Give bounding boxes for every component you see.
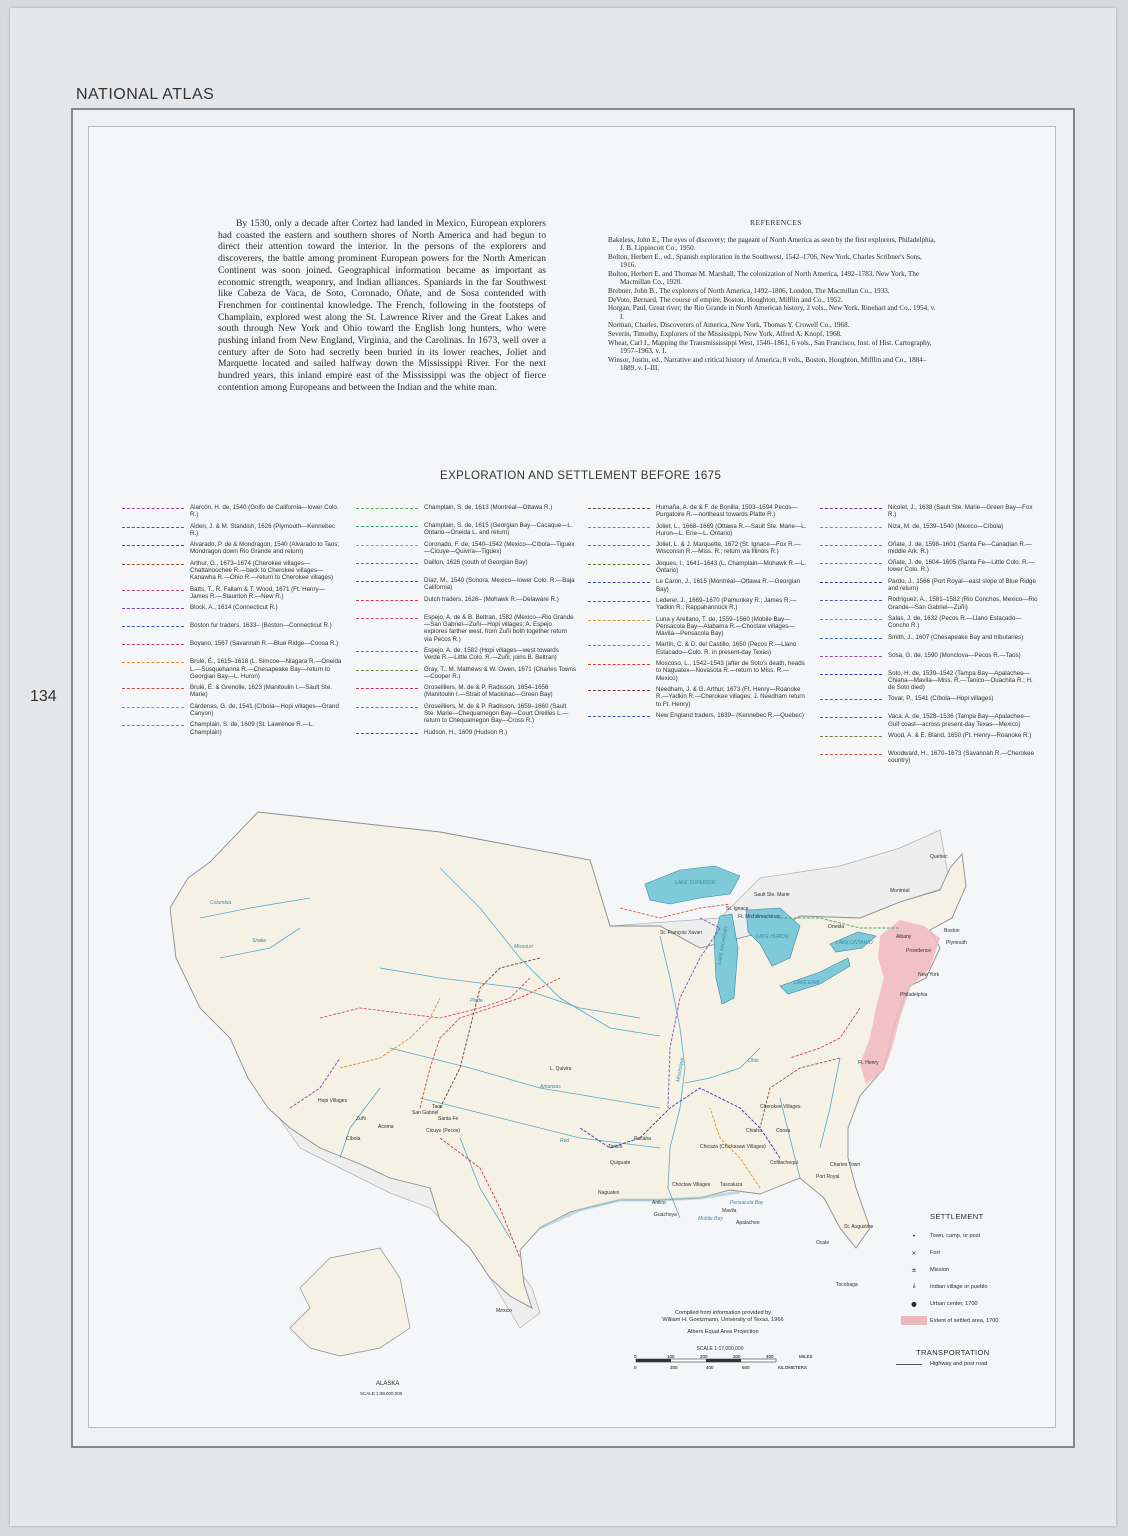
label-oneida: Oneida	[828, 924, 845, 930]
route-legend-item	[820, 732, 1040, 746]
route-line-symbol	[820, 754, 882, 755]
route-line-symbol	[356, 508, 418, 509]
route-legend-item	[122, 586, 342, 601]
route-line-symbol	[356, 651, 418, 652]
label-lake-superior: LAKE SUPERIOR	[675, 880, 716, 886]
route-line-symbol	[356, 545, 418, 546]
road-line-symbol	[896, 1364, 922, 1365]
label-lake-ontario: LAKE ONTARIO	[836, 940, 873, 946]
route-line-symbol	[356, 526, 418, 527]
route-legend-item	[122, 560, 342, 582]
route-legend-item	[122, 721, 342, 736]
route-line-symbol	[356, 733, 418, 734]
route-legend-label: Alvarado, P. de & Mondragon, 1540 (Alvarado to Taos; Mondragon down Rio Grande and return)	[190, 541, 340, 556]
route-line-symbol	[588, 601, 650, 602]
label-tanico: Tanico	[608, 1144, 623, 1150]
route-line-symbol	[588, 582, 650, 583]
reference-item: DeVoto, Bernard, The course of empire, Boston, Houghton, Mifflin and Co., 1952.	[608, 295, 843, 304]
route-legend-item	[820, 596, 1040, 611]
route-legend-item	[588, 686, 808, 708]
route-legend-item	[122, 622, 342, 636]
credits-line-2: William H. Goetzmann, University of Texas, 1966	[662, 1316, 784, 1323]
route-legend-column-2	[356, 504, 576, 747]
label-cofitachequi: Cofitachequi	[770, 1160, 798, 1166]
route-legend-item	[820, 750, 1040, 765]
route-legend-label: Smith, J., 1607 (Chesapeake Bay and tributaries)	[888, 633, 1024, 641]
settlement-legend-label: Urban center, 1700	[930, 1300, 978, 1307]
label-apalachee: Apalachee	[736, 1220, 760, 1226]
route-line-symbol	[356, 581, 418, 582]
route-legend-label: Espejo, A. de & B. Beltran, 1582 (Mexico—Rio Grande—San Gabriel—Zuñi—Hopi villages; A. Espejo explores farther west, from Zuñi both together return via Pecos R.)	[424, 613, 574, 643]
route-legend-column-1	[122, 504, 342, 740]
route-legend-item	[356, 666, 576, 681]
route-legend-item	[820, 713, 1040, 728]
scale-miles-tick: 100	[667, 1354, 675, 1359]
map-title: EXPLORATION AND SETTLEMENT BEFORE 1675	[440, 470, 722, 482]
route-legend-label: Dutch traders, 1626– (Mohawk R.—Delaware R.)	[424, 595, 559, 603]
route-legend-label: Block, A., 1614 (Connecticut R.)	[190, 604, 278, 612]
route-legend-item	[820, 559, 1040, 574]
route-legend-label: Brulé, É. & Grenolle, 1623 (Manitoulin I.—Sault Ste. Marie)	[190, 684, 333, 699]
label-st-augustine: St. Augustine	[844, 1224, 874, 1230]
label-st-francois-xavier: St. François Xavier	[660, 930, 703, 936]
route-legend-label: Champlain, S. de, 1609 (St. Lawrence R.—L. Champlain)	[190, 721, 314, 736]
label-pensacola-bay: Pensacola Bay	[730, 1200, 764, 1206]
label-philadelphia: Philadelphia	[900, 992, 928, 998]
transportation-legend	[896, 1348, 990, 1367]
scale-km-tick: 600	[742, 1365, 750, 1370]
label-missouri-river: Missouri	[514, 944, 533, 950]
label-lake-michigan: LAKE MICHIGAN	[716, 925, 730, 966]
settlement-legend-item	[898, 1312, 1048, 1329]
scale-bar	[630, 1346, 813, 1379]
route-line-symbol	[820, 656, 882, 657]
reference-item: Brebner, John B., The explorers of North America, 1492–1806, London, The Macmillan Co., 1933.	[608, 286, 890, 295]
route-legend-label: Sosa, G. de, 1590 (Monclova—Pecos R.—Taos)	[888, 651, 1021, 659]
route-line-symbol	[122, 644, 184, 645]
settlement-symbol-icon: •	[912, 1231, 916, 1240]
label-hopi-villages: Hopi Villages	[318, 1098, 348, 1104]
route-legend-item	[122, 640, 342, 654]
route-legend-item	[122, 504, 342, 519]
route-line-symbol	[122, 545, 184, 546]
route-legend-item	[820, 578, 1040, 593]
route-legend-label: New England traders, 1639– (Kennebec R.—Quebec)	[656, 711, 804, 719]
label-ohio-river: Ohio	[748, 1058, 759, 1064]
label-ft-michilimackinac: Ft. Michilimackinac	[738, 914, 781, 920]
route-legend-item	[588, 504, 808, 519]
scale-miles-tick: 300	[733, 1354, 741, 1359]
label-mississippi-river: Mississippi	[675, 1057, 686, 1083]
route-line-symbol	[122, 725, 184, 726]
route-line-symbol	[122, 527, 184, 528]
route-legend-label: Cárdenas, G. de, 1541 (Cíbola—Hopi villages—Grand Canyon)	[190, 702, 339, 718]
route-line-symbol	[820, 736, 882, 737]
route-line-symbol	[122, 590, 184, 591]
route-legend-column-4	[820, 504, 1040, 769]
reference-item: Winsor, Justin, ed., Narrative and critical history of America, 8 vols., Boston, Houghton, Mifflin and Co., 1884–1889, v. I–III.	[608, 355, 927, 372]
route-legend-item	[356, 647, 576, 662]
route-legend-label: Batts, T., R. Fallam & T. Wood, 1671 (Ft. Henry—James R.—Staunton R.—New R.)	[190, 585, 325, 600]
label-sault-ste-marie: Sault Ste. Marie	[754, 892, 790, 898]
references-title: REFERENCES	[750, 218, 803, 227]
scale-ratio: SCALE 1:17,000,000	[696, 1346, 744, 1352]
route-line-symbol	[588, 645, 650, 646]
route-legend-item	[820, 615, 1040, 630]
route-legend-item	[356, 541, 576, 556]
route-line-symbol	[588, 564, 650, 565]
settlement-legend-title: SETTLEMENT	[930, 1212, 984, 1221]
route-legend-item	[122, 523, 342, 538]
route-legend-label: Le Caron, J., 1615 (Montréal—Ottawa R.—Georgian Bay)	[656, 578, 801, 593]
label-lake-erie: LAKE ERIE	[794, 980, 820, 986]
reference-item: Bakeless, John E., The eyes of discovery; the pageant of North America as seen by the first explorers, Philadelphia, J. B. Lippincott Co., 1950.	[608, 236, 936, 253]
route-line-symbol	[588, 508, 650, 509]
label-ocale: Ocale	[816, 1240, 830, 1246]
label-coosa: Coosa	[776, 1128, 791, 1134]
route-line-symbol	[820, 699, 882, 700]
route-legend-item	[588, 523, 808, 538]
route-legend-column-3	[588, 504, 808, 730]
route-line-symbol	[356, 688, 418, 689]
route-legend-item	[588, 641, 808, 656]
label-mavila: Mavila	[722, 1208, 737, 1214]
route-legend-item	[122, 703, 342, 718]
label-charles-town: Charles Town	[830, 1162, 861, 1168]
transportation-legend-title: TRANSPORTATION	[916, 1348, 990, 1357]
label-albany: Albany	[896, 934, 912, 940]
route-legend-label: Hudson, H., 1609 (Hudson R.)	[424, 728, 508, 736]
references-list	[608, 236, 938, 373]
settlement-symbol-icon: ±	[911, 1265, 917, 1274]
scale-miles-tick: 400	[766, 1354, 774, 1359]
route-legend-label: Coronado, F. de, 1540–1542 (Mexico—Cíbola—Tiguex—Cicuye—Quivira—Tiguex)	[424, 540, 575, 555]
label-cicuye: Cicuye (Pecos)	[426, 1128, 460, 1134]
route-line-symbol	[356, 670, 418, 671]
route-legend-label: Gray, T., M. Mathews & W. Owen, 1671 (Charles Towns—Cooper R.)	[424, 665, 576, 680]
route-legend-label: Moscoso, L., 1542–1543 (after de Soto's death, heads to Naguatex—Novasota R.—return to Miss. R.—Mexico)	[656, 660, 805, 682]
label-zuni: Zuñi	[356, 1116, 366, 1122]
route-legend-label: Needham, J. & G. Arthur, 1673 (Ft. Henry—Roanoke R.—Yadkin R.—Cherokee villages; J. Needham return to Ft. Henry)	[656, 685, 805, 708]
route-legend-label: Nicolet, J., 1638 (Sault Ste. Marie—Green Bay—Fox R.)	[888, 504, 1033, 519]
route-legend-label: Soto, H. de, 1539–1542 (Tampa Bay—Apalachee—Chiaha—Mavila—Miss. R.—Tanico—Ouachita R.; H. de Soto died)	[888, 669, 1033, 692]
label-st-ignace: St. Ignace	[726, 906, 749, 912]
settlement-legend-label: Mission	[930, 1266, 949, 1273]
route-legend-item	[820, 541, 1040, 556]
route-line-symbol	[122, 508, 184, 509]
route-line-symbol	[122, 608, 184, 609]
route-line-symbol	[820, 717, 882, 718]
label-chicaza: Chicaza (Chickasaw Villages)	[700, 1144, 766, 1150]
label-pacaha: Pacaha	[634, 1136, 651, 1142]
route-line-symbol	[356, 563, 418, 564]
scale-miles-tick: 0	[634, 1354, 637, 1359]
route-line-symbol	[588, 545, 650, 546]
settlement-legend-label: Fort	[930, 1249, 940, 1256]
route-legend-item	[356, 703, 576, 725]
route-line-symbol	[820, 600, 882, 601]
reference-item: Norman, Charles, Discoverers of America, New York, Thomas Y. Crowell Co., 1968.	[608, 321, 850, 330]
settlement-legend-item	[898, 1261, 1048, 1278]
route-legend-label: Groseilliers, M. de & P. Radisson, 1659–1660 (Sault Ste. Marie—Chequamegon Bay—Court Oreilles L.—return to Chequamegon Bay—Cross R.)	[424, 702, 569, 725]
reference-item: Horgan, Paul, Great river; the Rio Grande in North American history, 2 vols., New York, Rinehart and Co., 1954, v. I.	[608, 304, 936, 321]
settlement-legend-item	[898, 1295, 1048, 1312]
route-legend-item	[588, 560, 808, 575]
route-legend-item	[820, 652, 1040, 666]
label-san-gabriel: San Gabriel	[412, 1110, 439, 1116]
route-line-symbol	[588, 690, 650, 691]
route-line-symbol	[820, 545, 882, 546]
projection-note: Albers Equal Area Projection	[687, 1329, 759, 1336]
route-legend-item	[356, 596, 576, 610]
route-line-symbol	[588, 664, 650, 665]
reference-item: Wheat, Carl I., Mapping the Transmississippi West, 1540–1861, 6 vols., San Francisco, Inst. of Hist. Cartography, 1957–1963, v. I.	[608, 338, 932, 355]
label-ft-henry: Ft. Henry	[858, 1060, 879, 1066]
route-line-symbol	[122, 707, 184, 708]
label-guachoya: Guachoya	[654, 1212, 677, 1218]
alaska-landmass	[290, 1248, 410, 1356]
route-legend-label: Salas, J. de, 1632 (Pecos R.—Llano Estacado—Concho R.)	[888, 614, 1022, 630]
settlement-legend-item	[898, 1278, 1048, 1295]
label-chiaha: Chiaha	[746, 1128, 762, 1134]
label-tocobaga: Tocobaga	[836, 1282, 858, 1288]
route-legend-label: Joliet, L., 1668–1669 (Ottawa R.—Sault Ste. Marie—L. Huron—L. Erie—L. Ontario)	[656, 522, 807, 537]
reference-item: Severin, Timothy, Explorers of the Mississippi, New York, Alfred A. Knopf, 1968.	[608, 330, 842, 338]
route-legend-item	[820, 523, 1040, 537]
route-legend-label: Lederer, J., 1669–1670 (Pamunkey R.; James R.—Yadkin R.; Rappahannock R.)	[656, 596, 797, 612]
route-legend-label: Martín, C. & D. del Castillo, 1650 (Pecos R.—Llano Estacado—Colo. R. in present-day Texas)	[656, 641, 797, 656]
route-legend-label: Boston fur traders, 1633– (Boston—Connecticut R.)	[190, 622, 332, 630]
route-legend-label: Pardo, J., 1566 (Port Royal—east slope of Blue Ridge and return)	[888, 577, 1036, 593]
route-line-symbol	[122, 564, 184, 565]
transportation-legend-item	[896, 1361, 990, 1367]
scale-km-tick: 400	[706, 1365, 714, 1370]
route-line-symbol	[820, 527, 882, 528]
route-legend-item	[356, 577, 576, 592]
route-legend-label: Díaz, M., 1540 (Sonora, Mexico—lower Colo. R.—Baja California)	[424, 577, 575, 592]
transportation-legend-label: Highway and post road	[930, 1361, 988, 1367]
route-line-symbol	[820, 563, 882, 564]
label-quiguate: Quiguate	[610, 1160, 631, 1166]
scale-bar-graphic	[630, 1352, 813, 1374]
settlement-symbol-icon: ×	[911, 1248, 917, 1257]
route-legend-item	[356, 729, 576, 743]
route-line-symbol	[820, 638, 882, 639]
label-new-york: New York	[918, 972, 940, 978]
route-legend-item	[588, 616, 808, 638]
label-choctaw-villages: Choctaw Villages	[672, 1182, 711, 1188]
route-legend-item	[588, 712, 808, 726]
route-legend-label: Humaña, A. de & F. de Bonilla, 1593–1594 Pecos—Purgatoire R.—northeast towards Platte R.)	[656, 504, 798, 519]
label-arkansas-river: Arkansas	[540, 1084, 561, 1090]
label-port-royal: Port Royal	[816, 1174, 840, 1180]
map-credits	[638, 1310, 808, 1336]
route-legend-item	[588, 660, 808, 682]
label-anilco: Anilco	[652, 1200, 666, 1206]
route-legend-item	[820, 670, 1040, 692]
intro-text: By 1530, only a decade after Cortez had landed in Mexico, European explorers had coasted the eastern and southern shores of North America and had begun to direct their attention toward the interior. In the persons of the explorers and discoverers, the battle among prominent European powers for the North American Continent was soon joined. Geographical information became as important as economic strength, weaponry, and Indian alliances. Spaniards in the far Southwest like Cabeza de Vaca, de Soto, Coronado, Oñate, and de Sosa contended with Frenchmen for continental knowledge. The French, following in the footsteps of Champlain, explored west along the St. Lawrence River and the Great Lakes and south through New York and Ohio toward the English long hunters, who were pushing inland from New England, Virginia, and the Carolinas. In 1673, well over a century after de Soto had secretly been buried in its lower reaches, Joliet and Marquette located and sailed halfway down the Mississippi River. For the next hundred years, this inland empire east of the Mississippi was the object of fierce contention among Europeans and between the Indian and the white man.	[218, 218, 546, 393]
route-legend-item	[588, 578, 808, 593]
route-legend-label: Oñate, J. de, 1598–1601 (Santa Fe—Canadian R.—middle Ark. R.)	[888, 540, 1032, 555]
route-legend-label: Rodríguez, A., 1581–1582 (Rio Conchos, Mexico—Rio Grande—San Gabriel—Zuñi)	[888, 596, 1038, 611]
route-legend-label: Brulé, É., 1615–1618 (L. Simcoe—Niagara R.—Oneida L.—Susquehanna R.—Chesapeake Bay—return to Georgian Bay—L. Huron)	[190, 658, 342, 680]
scale-km-tick: KILOMETERS	[778, 1365, 808, 1370]
label-platte-river: Platte	[470, 998, 483, 1004]
scale-miles-tick: MILES	[799, 1354, 813, 1359]
label-lake-huron: LAKE HURON	[756, 934, 789, 940]
route-line-symbol	[122, 626, 184, 627]
label-montreal: Montréal	[890, 888, 910, 894]
route-legend-label: Daillon, 1626 (south of Georgian Bay)	[424, 559, 528, 567]
route-legend-item	[122, 604, 342, 618]
label-santa-fe: Santa Fe	[438, 1116, 459, 1122]
route-line-symbol	[820, 619, 882, 620]
route-line-symbol	[356, 600, 418, 601]
label-plymouth: Plymouth	[946, 940, 967, 946]
route-legend-label: Tovar, P., 1541 (Cíbola—Hopi villages)	[888, 695, 994, 703]
settlement-legend-item	[898, 1227, 1048, 1244]
route-legend-label: Champlain, S. de, 1615 (Georgian Bay—Cacaque—L. Ontario—Oneida L. and return)	[424, 522, 573, 537]
route-legend-item	[122, 658, 342, 680]
route-line-symbol	[588, 620, 650, 621]
route-legend-item	[356, 559, 576, 573]
route-legend-item	[588, 541, 808, 556]
route-legend-label: Boyano, 1567 (Savannah R.—Blue Ridge—Coosa R.)	[190, 640, 339, 648]
route-line-symbol	[356, 707, 418, 708]
route-legend-item	[588, 597, 808, 612]
route-legend-label: Alarcón, H. de, 1540 (Golfo de California—lower Colo. R.)	[190, 504, 339, 519]
label-mobile-bay: Mobile Bay	[698, 1216, 723, 1222]
route-legend-label: Vaca, A. de, 1528–1536 (Tampa Bay—Apalachee—Gulf coast—across present-day Texas—Mexico)	[888, 713, 1030, 728]
route-legend-item	[820, 695, 1040, 709]
route-legend-label: Woodward, H., 1670–1673 (Savannah R.—Cherokee country)	[888, 750, 1035, 765]
label-naguatex: Naguatex	[598, 1190, 620, 1196]
route-legend-label: Champlain, S. de, 1613 (Montréal—Ottawa R.)	[424, 504, 553, 511]
route-legend-label: Joliet, L. & J. Marquette, 1672 (St. Ignace—Fox R.—Wisconsin R.—Miss. R.; return via Illinois R.)	[656, 541, 801, 556]
route-legend-label: Luna y Arellano, T. de, 1559–1560 (Mobile Bay—Pensacola Bay—Alabama R.—Choctaw villages—Mavila—Pensacola Bay)	[656, 615, 795, 638]
label-red-river: Red	[560, 1138, 570, 1144]
scale-km-tick: 0	[634, 1365, 637, 1370]
route-legend-label: Groseilliers, M. de & P. Radisson, 1654–1656 (Manitoulin I.—Strait of Mackinac—Green Bay)	[424, 684, 553, 699]
label-snake-river: Snake	[252, 938, 267, 944]
label-quebec: Quebec	[930, 854, 948, 860]
route-line-symbol	[588, 527, 650, 528]
page-number: 134	[30, 688, 57, 705]
route-legend-label: Arthur, G., 1673–1674 (Cherokee villages—Chattahoochee R.—back to Cherokee villages—Kanawha R.—Ohio R.—return to Cherokee villages)	[190, 559, 334, 582]
route-legend-item	[820, 634, 1040, 648]
route-line-symbol	[122, 662, 184, 663]
label-quivira: L. Quivira	[550, 1066, 572, 1072]
route-legend-label: Espejo, A. de, 1582 (Hopi villages—west towards Verde R.—Little Colo. R.—Zuñi; joins B. Beltran)	[424, 646, 559, 662]
settlement-legend-label: Extent of settled area, 1700	[930, 1317, 999, 1324]
route-legend-item	[356, 614, 576, 643]
label-cibola: Cíbola	[346, 1136, 361, 1142]
settlement-legend-label: Indian village or pueblo	[930, 1283, 988, 1290]
scale-miles-tick: 200	[700, 1354, 708, 1359]
route-legend-item	[122, 541, 342, 556]
settlement-legend-item	[898, 1244, 1048, 1261]
atlas-title: NATIONAL ATLAS	[76, 86, 215, 103]
route-line-symbol	[588, 716, 650, 717]
route-line-symbol	[820, 674, 882, 675]
route-legend-label: Oñate, J. de, 1604–1605 (Santa Fe—Little Colo. R.—lower Colo. R.)	[888, 559, 1035, 574]
label-acoma: Acoma	[378, 1124, 394, 1130]
settled-area-swatch	[901, 1316, 927, 1325]
settlement-symbol-icon: ⫰	[912, 1282, 916, 1290]
label-cherokee-villages: Cherokee Villages	[760, 1104, 801, 1110]
route-legend-label: Wood, A. & E. Bland, 1650 (Ft. Henry—Roanoke R.)	[888, 732, 1032, 740]
credits-line-1: Compiled from information provided by	[674, 1310, 772, 1316]
route-legend-item	[820, 504, 1040, 519]
route-legend-label: Alden, J. & M. Standish, 1626 (Plymouth—Kennebec R.)	[190, 522, 336, 537]
label-columbia-river: Columbia	[210, 900, 232, 906]
reference-item: Bolton, Herbert E. and Thomas M. Marshall, The colonization of North America, 1492–1783, New York, The Macmillan Co., 1920.	[608, 269, 920, 287]
route-legend-item	[356, 684, 576, 699]
alaska-scale: SCALE 1:38,000,000	[360, 1391, 403, 1396]
route-legend-item	[122, 684, 342, 699]
settlement-legend	[898, 1212, 1048, 1329]
label-tascaluza: Tascaluza	[720, 1182, 743, 1188]
route-legend-label: Joques, I., 1641–1643 (L. Champlain—Mohawk R.—L. Ontario)	[656, 559, 806, 575]
route-line-symbol	[356, 618, 418, 619]
route-line-symbol	[820, 508, 882, 509]
alaska-label: ALASKA	[376, 1381, 400, 1387]
reference-item: Bolton, Herbert E., ed., Spanish exploration in the Southwest, 1542–1706, New York, Charles Scribner's Sons, 1916.	[608, 252, 922, 270]
label-taos: Taos	[432, 1104, 443, 1110]
route-legend-label: Niza, M. de, 1539–1540 (Mexico—Cíbola)	[888, 522, 1004, 530]
route-legend-item	[356, 522, 576, 537]
route-line-symbol	[820, 582, 882, 583]
route-line-symbol	[122, 688, 184, 689]
settlement-symbol-icon: ●	[911, 1299, 917, 1308]
label-mexico: Mexico	[496, 1308, 512, 1314]
label-providence: Providence	[906, 948, 932, 954]
route-legend-item	[356, 504, 576, 518]
label-boston: Boston	[944, 928, 960, 934]
settlement-legend-label: Town, camp, or post	[930, 1232, 981, 1239]
scale-km-tick: 200	[670, 1365, 678, 1370]
